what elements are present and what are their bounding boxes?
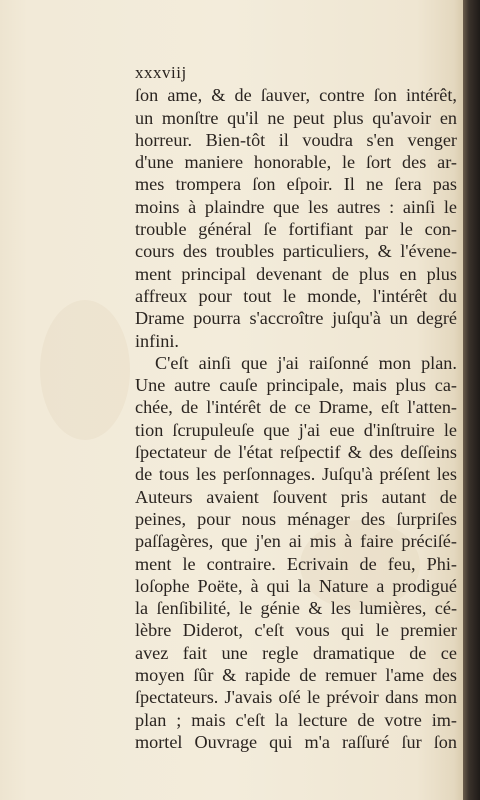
book-binding-edge [463, 0, 480, 800]
paper-stain [40, 300, 130, 440]
text-line: ſpectateurs. J'avais oſé le prévoir dans mon [135, 687, 457, 708]
text-line: mortel Ouvrage qui m'a raſſuré ſur ſon [135, 731, 457, 752]
text-line: trouble général ſe fortifiant par le con- [135, 219, 457, 240]
text-lines [135, 84, 457, 753]
text-line: paſſagères, que j'en ai mis à faire préciſé- [135, 531, 457, 552]
text-line: C'eſt ainſi que j'ai raiſonné mon plan. [155, 352, 457, 373]
text-line: mes trompera ſon eſpoir. Il ne ſera pas [135, 174, 457, 195]
page-text-block [135, 62, 457, 753]
text-line: plan ; mais c'eſt la lecture de votre im- [135, 709, 457, 730]
text-line: loſophe Poëte, à qui la Nature a prodigué [135, 575, 457, 596]
text-line: tion ſcrupuleuſe que j'ai eue d'inſtruire le [135, 419, 457, 440]
text-line: Une autre cauſe principale, mais plus ca- [135, 375, 457, 396]
text-line: chée, de l'intérêt de ce Drame, eſt l'atten- [135, 397, 457, 418]
text-line: ſpectateur de l'état reſpectif & des deſſeins [135, 442, 457, 463]
text-line: moyen ſûr & rapide de remuer l'ame des [135, 665, 457, 686]
text-line: infini. [135, 330, 179, 351]
text-line: moins à plaindre que les autres : ainſi le [135, 196, 457, 217]
text-line: cours des troubles particuliers, & l'évene- [135, 241, 457, 262]
text-line: un monſtre qu'il ne peut plus qu'avoir en [135, 107, 457, 128]
text-line: la ſenſibilité, le génie & les lumières, cé- [135, 598, 457, 619]
text-line: ment principal devenant de plus en plus [135, 263, 457, 284]
text-line: avez fait une regle dramatique de ce [135, 642, 457, 663]
text-line: horreur. Bien-tôt il voudra s'en venger [135, 129, 457, 150]
text-line: Drame pourra s'accroître juſqu'à un degré [135, 308, 457, 329]
text-line: peines, pour nous ménager des ſurpriſes [135, 508, 457, 529]
text-line: affreux pour tout le monde, l'intérêt du [135, 285, 457, 306]
page-number: xxxviij [135, 63, 187, 82]
text-line: ment le contraire. Ecrivain de feu, Phi- [135, 553, 457, 574]
text-line: d'une maniere honorable, le ſort des ar- [135, 152, 457, 173]
text-line: de tous les perſonnages. Juſqu'à préſent les [135, 464, 457, 485]
text-line: Auteurs avaient ſouvent pris autant de [135, 486, 457, 507]
text-line: lèbre Diderot, c'eſt vous qui le premier [135, 620, 457, 641]
text-line: ſon ame, & de ſauver, contre ſon intérêt, [135, 85, 457, 106]
